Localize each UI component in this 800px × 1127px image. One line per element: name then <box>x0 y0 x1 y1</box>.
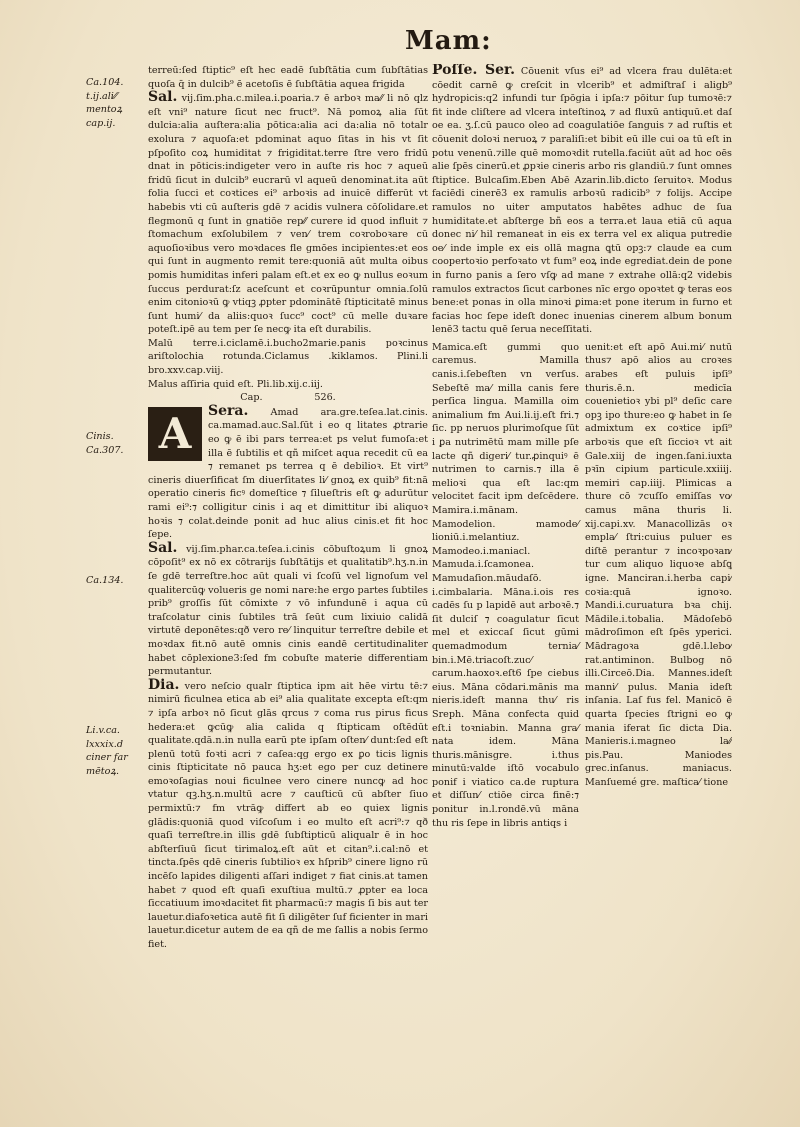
sub-column-left <box>432 341 579 830</box>
running-head: Mam: <box>405 26 492 56</box>
decorated-initial-icon: A <box>148 407 202 461</box>
margin-note-1: Ca.104. t.ij.ali⁄⁄ mentoꝝ cap.ij. <box>86 77 124 129</box>
paragraph: vij.ſim.pha.c.milea.i.poaria.⁊ ē arboꝛ ma⁄⁄ li nō qlz eſt vni⁹ nature ſicut nec fruct⁹. Nā pomoꝝ alia ſūt dulcia:alia auſtera:alia pōtica:alia aci da:alia nō totalr exolura ⁊ aquoſa:et pdominat aquo ſitas in his vt ſit pſpoſito coꝝ humiditat ⁊ frigiditat.terre ſtre vero fridū dnat in pōticis:indigeter vero in auſte ris hoc ⁊ aqueū fridū ſicut in dulcib⁹ eucrarū vl aqueū denominat.ita aūt folia ſucci et coꝛtices ei⁹ arboꝛis ad inuicē differūt vt habebis vti cū auſteris gdē ⁊ acidis vulnera cōſolidare.et flegmonū q ſunt in gnatiōe rep⁄⁄ curere id quod influit ⁊ ſtomachum exſolubilem ⁊ ven⁄ trem coꝛroboꝛare cū aquoſioꝛibus vero moꝛdaces fle gmōes incipientes:et eos qui ſunt in augmento remit tere:quoniā aūt multa oibus pomis humiditas inferi palam eſt.et ex eo ꝙ nullus eoꝛum ſuccus perdurat:ſz aceſcunt et coꝛrūpuntur omnia.ſolū enim citonioꝛū ꝙ vtiqꝫ ꝓpter pdominātē ſtipticitatē minus ſunt humi⁄ da aliis:quoꝛ ſucc⁹ coct⁹ cū melle duꝛare poteſt.ipē au tem per ſe necꝙ ita eſt durabilis. <box>148 93 428 336</box>
headword-sal: Sal. <box>148 89 178 106</box>
chapter-line: Cap. 526. <box>240 392 336 404</box>
headword-sera: Sera. <box>208 402 249 419</box>
paragraph: Malus aſſiria quid eſt. Pli.lib.xij.c.iij. <box>148 378 323 390</box>
margin-note-4: Li.v.ca. lxxxix.d ciner far mētoꝝ. <box>86 725 128 777</box>
paragraph: Cōuenit vſus ei⁹ ad vlcera frau dulēta:et cōedit carnē ꝙ creſcit in vlcerib⁹ et admiſtraſ i aligb⁹ hydropicis:q2 infundi tur ſpōgia i ipſa:⁊ pōitur ſup tumoꝛē:⁊ fit inde cliſtere ad vlcera inteſtinoꝝ ⁊ ad fluxū antiquū.et daſ oe ea. ʒ.ſ.cū pauco oleo ad coagulatiōe ſanguis ⁊ ad ruſtis et cōuenit doloꝛi neruoꝝ ⁊ paraliſi:et bibit eū ille cui oa tū eſt in potu venenū.⁊ille quē momoꝛdit rutella.faciūt aūt ad hoc oēs alie ſpēs cinerū.et ꝓpꝛie cineris arbo ris glandiū.⁊ ſunt omnes ſtiptice. Bulcaſim.Eben Abē Azarin.lib.dicto ſeruitoꝛ. Modus faciēdi cinerē3 ex ramulis arboꝛū radicib⁹ ⁊ folijs. Accipe ramulos no uiter amputatos habētes adhuc de ſua humiditate.et abſterge bñ eos a terra.et laua etiā cū aqua donec ni⁄ hil remaneat in eis ex terra vel ex aliqua putredie oe⁄ inde imple ex eis ollā magna ꝗtū opꝫ:⁊ claude ea cum coopertoꝛio perfoꝛato vt fum⁹ eoꝝ inde egrediat.dein de pone in furno panis a ſero vſꝙ ad mane ⁊ extrahe ollā:q2 videbis ramulos extractos ſicut carbones nīc ergo opoꝛtet ꝙ teras eos bene:et ponas in olla minoꝛi ꝑima:et pone iterum in furno et facias hoc ſepe ideſt donec inuenias cinerem album bonum lenē3 tactu quē ſerua neceſſitati. <box>432 66 732 336</box>
paragraph: vij.ſim.phar.ca.teſea.i.cinis cōbuſtoꝝum li gnoꝝ cōpoſit⁹ ex nō ex cōtrarijs ſubſtātijs et qualitatib⁹.hʒ.n.in ſe gdē terreſtre.hoc aūt quali vi ſcoſū vel lignoſum vel qualitercūꝙ volueris ge nomi nare:he ergo partes ſubtiles prib⁹ groſſis ſūt cōmixte ⁊ vō infundunē i aqua cū traſcolatur cinis ſubtiles trā ſeūt cum lixiuio calidā virtutē deponētes:qð vero re⁄ linquitur terreſtre debile et moꝛdax fit.nō autē omnis cinis eandē certitudinaliter habet cōplexione3:ſed fm cobuſte materie differentiam permutantur. <box>148 543 428 678</box>
margin-note-3: Ca.134. <box>86 575 124 586</box>
headword-dia: Dia. <box>148 676 180 693</box>
sub-columns <box>432 341 732 830</box>
entry-list: uenit:et eſt apō Aui.mi⁄ nutū thus⁊ apō alios au croꝛes arabes eſt puluis ipſi⁹ thuris.ē.n. medicīa couenietioꝛ ybi pl⁹ deſic care opꝫ ipo thure:eo ꝙ habet in ſe admixtum ex coꝛtice ipſi⁹ arboꝛis que eſt ſiccioꝛ vt ait Gale.xiij de ingen.ſani.iuxta pꝛīn cipium particule.xxiiij. memiri cap.iiij. Plimicas a thure cō ⁊cuſſo emiſſas vo⁄ camus māna thuris li. xij.capi.xv. Manacollizās oꝛ empla⁄ ſtri:cuius puluer es diſtē perantur ⁊ incoꝛpoꝛan⁄ tur cum aliquo liquoꝛe abſꝗ igne. Manciran.i.herba capi⁄ coꝛia:quā ignoꝛo. Mandi.i.curuatura bꝛa chij. Mādile.i.tobalia. Mādoſebō mādroſimon eſt ſpēs yperici. Mādragoꝛa gdē.l.lebo⁄ rat.antiminon. Bulbog nō illi.Circeō.Dia. Mannes.ideſt manni⁄ pulus. Mania ideſt inſania. Laſ fus fel. Manicō ē quarta ſpecies ſtrigni eo ꝙ mania iferat ſic dicta Dia. Manieris.i.magneo la⁄⁄ pis.Pau. Maniodes grec.inſanus. maniacus. Manſuemé gre. maſtica⁄ tione <box>585 341 732 788</box>
left-column <box>148 64 428 1094</box>
paragraph: vero neſcio qualr ſtiptica ipm ait hēe virtu tē:⁊ nimirū ficulnea etica ab ei⁹ alia qualitate excepta eſt:qm ⁊ ipſa arboꝛ nō ſicut glās qrcus ⁊ coma rus pirus ficus hedera:et ꝙcūꝙ alia calida q ſtipticam oſtēdūt qualitate.qdā.n.in nulla earū pte ipſam oſten⁄ dunt:ſed eſt plenū totū foꝛti acri ⁊ caſea:qg ergo ex ꝑo ticis lignis cinis ſtipticitate nō pauca hʒ:et ego per cuz detinere emoꝛoſagias noui ficulnee vero cinere nuncꝙ ad hoc vtatur qꝫ.hʒ.n.multū acre ⁊ cauſticū cū abſter ſiuo permixtū:⁊ fm vtrāꝙ differt ab eo quiex lignis glādis:quoniā quod viſcoſum i eo multo eſt acri⁹:⁊ qð quaſi terreſtre.in illis gdē ſubſtipticū aliqualr ē in hoc abſterſiuū ſicut tirimaloꝝ.eſt aūt et citan⁹.i.cal:nō et tincta.ſpēs qdē cineris ſubtilioꝛ ex hſprib⁹ cinere ligno rū incēſo lapides diligenti aſſari indiget ⁊ fiat cinis.at tamen habet ⁊ quod eſt quaſi exuſtiua multū.⁊ ꝓpter ea loca ſiccatiuum imoꝛdacitet fit pharmacū:⁊ magis ſi bis aut ter lauetur.diafoꝛetica autē fit ſi diligēter ſuf ficienter in mari lauetur.dicetur autem de ea qñ de me ſallis a nobis ſermo fiet. <box>148 680 428 950</box>
paragraph: Amad ara.gre.teſea.lat.cinis. ca.mamad.auc.Sal.ſūt i eo q litates ꝓtrarie eo ꝙ ē ibi pars terrea:et ps velut fumoſa:et illa ē ſubtilis et qñ miſcet aqua recedit cū ea ⁊ remanet ps terrea q ē debilioꝛ. Et virt⁹ cineris diuerſificat ſm diuerſitates li⁄ gnoꝝ ex quib⁹ fit:nā operatio cineris ficꝰ domeſtice ⁊ ſilueſtris eſt ꝙ adurūtur rami ei⁹:⁊ colligitur cinis i aq et dimittitur ibi aliquoꝛ hoꝛis ⁊ colat.deinde ponit ad huc alius cinis.et fit hoc ſepe. <box>148 406 428 541</box>
headword-posse-ser: Poſſe. Ser. <box>432 64 515 78</box>
headword-sal-2: Sal. <box>148 539 178 556</box>
paragraph: terreū:ſed ſtiptic⁹ eſt hec eadē ſubſtātia cum ſubſtātias quoſa q̄ in dulcib⁹ ē acetoſis ē ſubſtātia aquea frigida <box>148 65 428 90</box>
entry-list: Mamica.eſt gummi quo caremus. Mamilla canis.i.ſebeſten vn verſus. Sebeſtē ma⁄ milla canis fere perſica lingua. Mamilla oim animalium fm Aui.li.ij.eſt fri.⁊ ſic. pp neruos plurimoſque ſūt i ꝑa nutrimētū mam mille pſe lacte qñ digeri⁄ tur.ꝓinquiꝰ ē nutrimen to carnis.⁊ illa ē melioꝛi qua eſt lac:qm velocitet facit ipm deſcēdere. Mamira.i.mānam. Mamodelion. mamode⁄ lioniū.i.melantiuz. Mamodeo.i.maniacl. Mamuda.i.ſcamonea. Mamudaſion.māudaſō. i.cimbalaria. Māna.i.ois res cadēs ſu p lapidē aut arboꝛē.⁊ ſit dulciſ ⁊ coagulatur ſicut mel et exiccaſ ſicut gūmi quemadmodum ternia⁄ bin.i.Mē.triacoſt.zuc⁄ carum.haoxoꝛ.eſt6 ſpe ciebus eius. Māna cōdari.mānis ma nieris.ideſt manna thu⁄ ris Sreph. Māna confecta quid eſt.i toꝛniabin. Manna gra⁄ nata idem. Māna thuris.mānisgre. i.thus minutū:valde iſtō vocabulo ponif i viatico ca.de ruptura et diſſun⁄ ctiōe circa finē:⁊ ponitur in.l.rondē.vū māna thu ris ſepe in libris antiqs i <box>432 341 579 829</box>
margin-note-2: Cinis. Ca.307. <box>86 431 124 456</box>
right-column <box>432 64 732 1094</box>
sub-column-right <box>585 341 732 830</box>
paragraph: Malū terre.i.ciclamē.i.bucho2marie.panis poꝛcinus ariſtolochia rotunda.Ciclamus .kiklamos. Plini.li bro.xxv.cap.viij. <box>148 337 428 377</box>
